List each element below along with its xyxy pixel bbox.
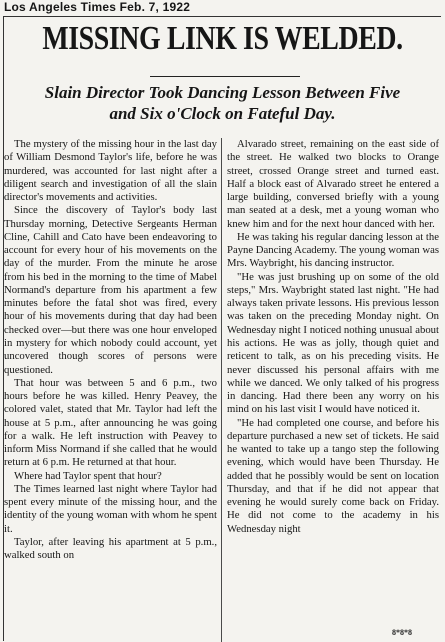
deck-line-2: and Six o'Clock on Fateful Day.	[109, 104, 336, 123]
masthead: Los Angeles Times Feb. 7, 1922	[4, 0, 191, 14]
paragraph: He was taking his regular dancing lesson at the Payne Dancing Academy. The young woman was Mrs. Waybright, his dancing instructor.	[227, 230, 439, 270]
paragraph: "He was just brushing up on some of the old steps," Mrs. Waybright stated last night. "He had always taken private lessons. His previous lesson was taken on the preceding Monday night. On Wednesday night I noticed nothing unusual about his actions. He was as jolly, though quiet and reticent to talk, as on his preceding visits. He never discussed his personal affairs with me while we danced. We only talked of his progress in dancing. Had there been any worry on his mind on his last visit I would have noticed it.	[227, 270, 439, 416]
paragraph: Since the discovery of Taylor's body last Thursday morning, Detective Sergeants Herman Cline, Cahill and Cato have been endeavoring to account for every hour of his movements on the day of the murder. From the minute he arose from his bed in the morning to the time of Mabel Normand's departure from his apartment a few minutes before the fatal shot was fired, every hour of his movements during that day had been checked over—but there was one hour enveloped in mystery for which nobody could account, yet uncovered though scores of persons were questioned.	[4, 204, 217, 376]
paragraph: The Times learned last night where Taylor had spent every minute of the missing hour, and the identity of the young woman with whom he spent it.	[4, 482, 217, 535]
paragraph: "He had completed one course, and before his departure purchased a new set of tickets. He said he wanted to take up a tango step the following evening, which would have been Thursday. He added that he possibly would be sent on location Thursday, and that if he did not appear that evening he would surely come back on Friday. He did not come to the academy in his Wednesday night	[227, 416, 439, 535]
article-column-right	[227, 138, 439, 642]
paragraph: The mystery of the missing hour in the last day of William Desmond Taylor's life, before he was murdered, was accounted for last night after a diligent search and investigation of all the slain director's movements and activities.	[4, 138, 217, 204]
corner-stamp: 8*8*8	[392, 628, 412, 637]
paragraph: Where had Taylor spent that hour?	[14, 469, 162, 482]
headline-rule	[150, 76, 300, 77]
article-column-left	[4, 138, 217, 642]
paragraph: That hour was between 5 and 6 p.m., two hours before he was killed. Henry Peavey, the colored valet, stated that Mr. Taylor had left the house at 5 p.m., after announcing he was going for a walk. He left instruction with Peavey to inform Miss Normand if she called that he would return at 6 p.m. He returned at that hour.	[4, 376, 217, 469]
paragraph: Taylor, after leaving his apartment at 5 p.m., walked south on	[4, 535, 217, 562]
deck	[4, 82, 441, 124]
paragraph: Alvarado street, remaining on the east side of the street. He walked two blocks to Orange street, crossed Orange street and turned east. Half a block east of Alvarado street he entered a large building, conversed briefly with a young man seated at a desk, met a young woman who knew him and for the next hour danced with her.	[227, 138, 439, 230]
column-divider	[221, 138, 222, 642]
deck-line-1: Slain Director Took Dancing Lesson Between Five	[44, 83, 401, 102]
headline: MISSING LINK IS WELDED.	[42, 20, 403, 57]
